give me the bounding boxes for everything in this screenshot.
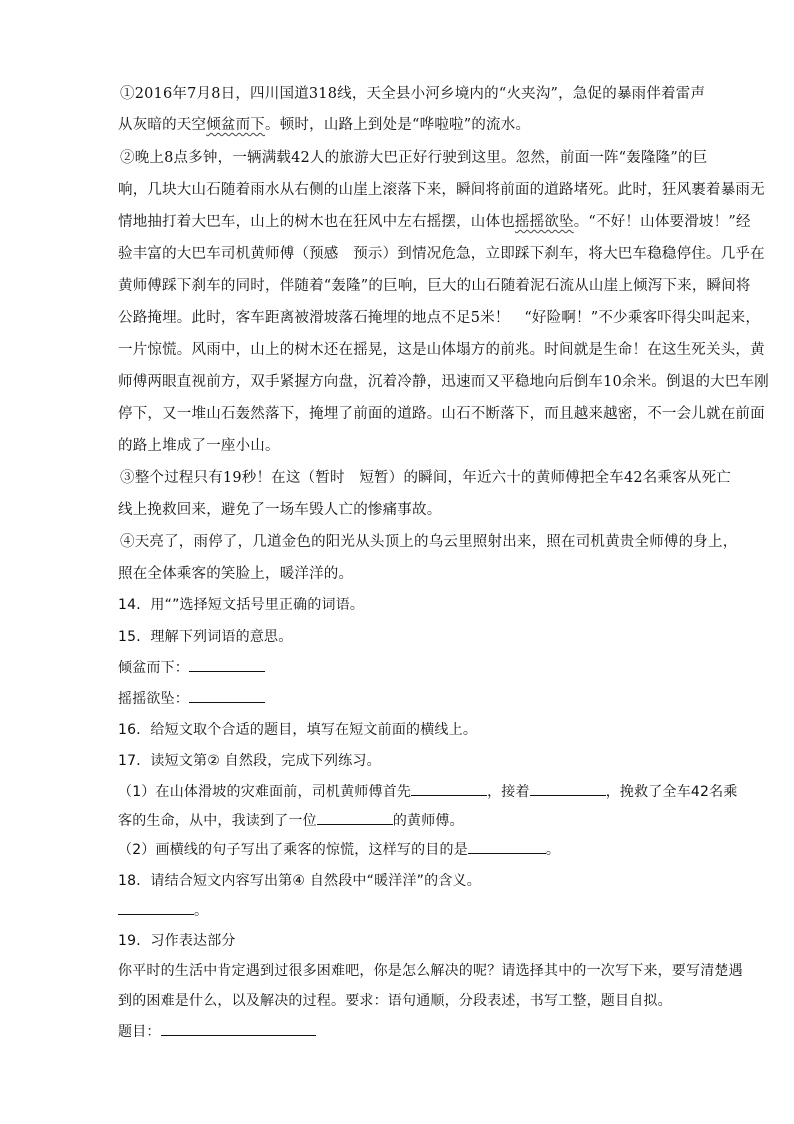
question-18: 18．请结合短文内容写出第④ 自然段中“暖洋洋”的含义。 xyxy=(118,873,481,889)
question-19-prompt-line2: 到的困难是什么，以及解决的过程。要求：语句通顺，分段表述，书写工整，题目自拟。 xyxy=(118,993,672,1009)
essay-title-blank[interactable] xyxy=(161,1021,316,1036)
passage-p3-line2: 线上挽救回来，避免了一场车毁人亡的惨痛事故。 xyxy=(118,502,442,518)
passage-p2-line5: 黄师傅踩下刹车的同时，伴随着“轰隆”的巨响，巨大的山石随着泥石流从山崖上倾泻下来，瞬间将 xyxy=(118,278,751,294)
passage-p2-line8: 师傅两眼直视前方，双手紧握方向盘，沉着冷静，迅速而又平稳地向后倒车10余米。倒退的大巴车刚 xyxy=(118,374,769,390)
passage-p2-line2: 响，几块大山石随着雨水从右侧的山崖上滚落下来，瞬间将前面的道路堵死。此时，狂风裹着暴雨无 xyxy=(118,182,765,198)
passage-p1-line1: ①2016年7月8日，四川国道318线，天全县小河乡境内的“火夹沟”，急促的暴雨伴着雷声 xyxy=(120,86,706,102)
wavy-underlined-phrase: 倾盆而下 xyxy=(206,117,266,133)
question-17-2: （2）画横线的句子写出了乘客的惊慌，这样写的目的是 。 xyxy=(118,839,560,859)
question-17-1-line1: （1）在山体滑坡的灾难面前，司机黄师傅首先 ，接着 ，挽救了全车42名乘 xyxy=(118,781,738,801)
question-14: 14．用“”选择短文括号里正确的词语。 xyxy=(118,597,365,613)
passage-p2-line7: 一片惊慌。风雨中，山上的树木还在摇晃，这是山体塌方的前兆。时间就是生命！在这生死关头，黄 xyxy=(118,342,765,358)
passage-p2-line3: 情地抽打着大巴车，山上的树木也在狂风中左右摇摆，山体也摇摇欲坠。“不好！山体要滑坡！”经 xyxy=(118,214,751,230)
answer-blank[interactable] xyxy=(411,781,487,796)
essay-title-line: 题目： xyxy=(118,1021,316,1041)
answer-blank[interactable] xyxy=(118,900,194,915)
question-15: 15．理解下列词语的意思。 xyxy=(118,629,293,645)
passage-p2-line9: 停下，又一堆山石轰然落下，掩埋了前面的道路。山石不断落下，而且越来越密，不一会儿就在前面 xyxy=(118,406,765,422)
passage-p2-line1: ②晚上8点多钟，一辆满载42人的旅游大巴正好行驶到这里。忽然，前面一阵“轰隆隆”的巨 xyxy=(120,150,708,166)
answer-blank[interactable] xyxy=(189,657,265,672)
question-19: 19．习作表达部分 xyxy=(118,933,236,949)
passage-p4-line2: 照在全体乘客的笑脸上，暖洋洋的。 xyxy=(118,566,354,582)
question-17: 17．读短文第② 自然段，完成下列练习。 xyxy=(118,753,381,769)
passage-p2-line6: 公路掩埋。此时，客车距离被滑坡落石掩埋的地点不足5米！ “好险啊！”不少乘客吓得尖叫起来， xyxy=(118,310,761,326)
passage-p3-line1: ③整个过程只有19秒！在这（暂时 短暂）的瞬间，年近六十的黄师傅把全车42名乘客从死亡 xyxy=(120,470,731,486)
answer-blank[interactable] xyxy=(530,781,606,796)
passage-p2-line4: 验丰富的大巴车司机黄师傅（预感 预示）到情况危急，立即踩下刹车，将大巴车稳稳停住。几乎在 xyxy=(118,246,765,262)
question-18-answer: 。 xyxy=(118,900,208,920)
question-17-1-line2: 客的生命，从中，我读到了一位 的黄师傅。 xyxy=(118,810,464,830)
answer-blank[interactable] xyxy=(317,810,393,825)
passage-p1-line2: 从灰暗的天空倾盆而下。顿时，山路上到处是“哗啦啦”的流水。 xyxy=(118,117,531,133)
wavy-underlined-phrase: 摇摇欲坠 xyxy=(514,214,574,230)
passage-p2-line10: 的路上堆成了一座小山。 xyxy=(118,438,280,454)
question-19-prompt-line1: 你平时的生活中肯定遇到过很多困难吧，你是怎么解决的呢？请选择其中的一次写下来，要写清楚遇 xyxy=(118,963,743,979)
question-15-item-1: 倾盆而下： xyxy=(118,657,265,677)
passage-p4-line1: ④天亮了，雨停了，几道金色的阳光从头顶上的乌云里照射出来，照在司机黄贵全师傅的身上， xyxy=(120,534,738,550)
question-16: 16．给短文取个合适的题目，填写在短文前面的横线上。 xyxy=(118,722,478,738)
answer-blank[interactable] xyxy=(468,839,546,854)
question-15-item-2: 摇摇欲坠： xyxy=(118,688,265,708)
answer-blank[interactable] xyxy=(189,688,265,703)
